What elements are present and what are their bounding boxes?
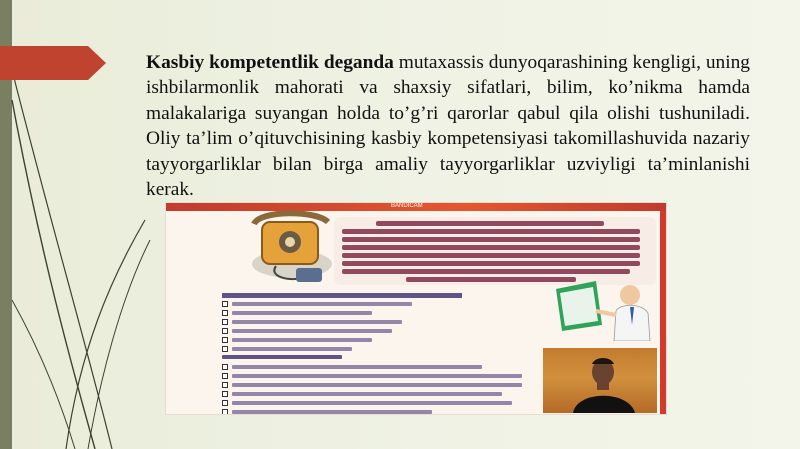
image-right-edge <box>660 211 666 414</box>
telephone-illustration <box>246 208 338 290</box>
banner-text-line <box>342 237 640 242</box>
checkbox-icon <box>222 337 228 343</box>
image-top-label: BANDICAM <box>391 203 423 209</box>
image-banner-box <box>334 217 656 285</box>
section-arrow-marker <box>0 46 108 80</box>
banner-text-line <box>342 229 640 234</box>
list-text-line <box>232 383 522 387</box>
banner-text-line <box>342 253 640 258</box>
checkbox-icon <box>222 328 228 334</box>
checkbox-icon <box>222 409 228 414</box>
embedded-slide-image <box>166 203 666 414</box>
banner-text-line <box>342 261 640 266</box>
banner-text-line <box>342 269 630 274</box>
list-text-line <box>232 347 352 351</box>
banner-text-line <box>342 245 640 250</box>
list-text-line <box>232 401 512 405</box>
list-text-line <box>232 392 502 396</box>
checkbox-icon <box>222 364 228 370</box>
list-heading-line <box>222 293 462 298</box>
checkbox-icon <box>222 319 228 325</box>
checkbox-icon <box>222 346 228 352</box>
list-text-line <box>232 365 482 369</box>
checkbox-icon <box>222 373 228 379</box>
paragraph-body: mutaxassis dunyoqarashining kengligi, uning ishbilarmonlik mahorati va shaxsiy sifatlari, bilim, ko’nikma hamda malakalariga suyangan holda to’g’ri qarorlar qabul qila olishi tushuniladi. Oliy ta’lim o’qituvchisining kasbiy kompetensiyasi takomillashuvida nazariy tayyorgarliklar bilan birga amaliy tayyorgarliklar uzviyligi ta’minlanishi kerak. <box>146 52 750 201</box>
list-text-line <box>232 338 372 342</box>
person-pointing-illustration <box>556 281 654 341</box>
list-subheading-line <box>222 355 342 359</box>
list-text-line <box>232 311 372 315</box>
list-text-line <box>232 329 392 333</box>
slide-paragraph <box>146 50 750 202</box>
paragraph-bold-term: Kasbiy kompetentlik deganda <box>146 52 394 73</box>
webcam-video-overlay <box>543 348 657 413</box>
banner-text-line <box>406 277 576 282</box>
list-text-line <box>232 302 412 306</box>
list-text-line <box>232 374 522 378</box>
checkbox-icon <box>222 391 228 397</box>
list-text-line <box>232 410 432 414</box>
checkbox-icon <box>222 301 228 307</box>
list-text-line <box>232 320 402 324</box>
presenter-figure <box>543 348 657 413</box>
checkbox-icon <box>222 400 228 406</box>
checkbox-icon <box>222 310 228 316</box>
checkbox-icon <box>222 382 228 388</box>
banner-text-line <box>376 221 604 226</box>
